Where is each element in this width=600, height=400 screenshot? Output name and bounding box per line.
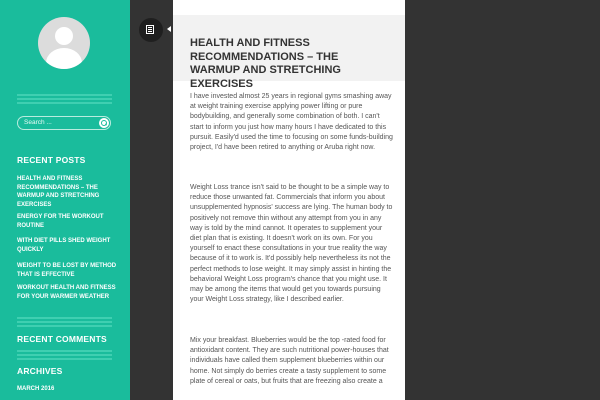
sidebar <box>0 0 130 400</box>
post-paragraph: Weight Loss trance isn't said to be thought to be a simple way to reduce those unwanted fat. Commercials that inform you about unsupplemented hypnosis' success are lying. The human body to positively not remove thin without any attempt from you in any way is told by the mind cannot. It operates to supplement your diet plan that is existing. It doesn't work on its own. For you yourself to enact these consultations in your true reality the way because of it to work is. It'd possibly help nevertheless its not the perfect methods to lose weight. It may simply assist in hinting the behavioral Weight Loss program's chance that you might use. It may be among the items that would get you towards pursuing your Weight Loss strategy, like I described earlier. <box>190 184 393 304</box>
archive-link[interactable]: MARCH 2016 <box>17 386 55 392</box>
divider <box>17 354 112 356</box>
recent-posts-title: RECENT POSTS <box>17 155 86 165</box>
post-paragraph: I have invested almost 25 years in regional gyms smashing away at weight training exercise applying power lifting or pure bodybuilding, and generally some combination of both. I can't start to inform you just how many hours I have dedicated to this pursuit. Easily'd used the time to focusing on some funds-building project, I'd have been retired to anything or Aruba right now. <box>190 93 393 152</box>
recent-post-link[interactable]: HEALTH AND FITNESS RECOMMENDATIONS – THE WARMUP AND STRETCHING EXERCISES <box>17 176 100 208</box>
search-button[interactable] <box>99 118 109 128</box>
divider <box>17 325 112 327</box>
search-input[interactable] <box>24 117 94 129</box>
recent-post-link[interactable]: WITH DIET PILLS SHED WEIGHT QUICKLY <box>17 238 111 253</box>
main-content <box>173 0 405 400</box>
recent-comments-title: RECENT COMMENTS <box>17 334 107 344</box>
avatar-head-shape <box>55 27 73 45</box>
divider <box>17 98 112 100</box>
sidebar-toggle-button[interactable] <box>139 18 163 42</box>
avatar-body-shape <box>46 48 82 69</box>
sidebar-toggle-icon <box>146 25 154 34</box>
avatar <box>38 17 90 69</box>
recent-post-link[interactable]: WORKOUT HEALTH AND FITNESS FOR YOUR WARMER WEATHER <box>17 285 116 300</box>
post-paragraph: Mix your breakfast. Blueberries would be the top -rated food for antioxidant content. They are such nutritional power-houses that individuals have called them supplement blueberries within our home. Not simply do berries create a tasty supplement to some plate of cereal or oats, but fruits that are freezing also create a <box>190 337 389 385</box>
divider <box>17 94 112 96</box>
search-form <box>17 116 111 130</box>
divider <box>17 321 112 323</box>
recent-post-link[interactable]: ENERGY FOR THE WORKOUT ROUTINE <box>17 214 104 229</box>
divider <box>17 317 112 319</box>
divider <box>17 358 112 360</box>
divider <box>17 350 112 352</box>
post-header <box>173 15 405 90</box>
post-title: HEALTH AND FITNESS RECOMMENDATIONS – THE WARMUP AND STRETCHING EXERCISES <box>190 37 341 90</box>
recent-post-link[interactable]: WEIGHT TO BE LOST BY METHOD THAT IS EFFECTIVE <box>17 263 117 278</box>
divider <box>17 102 112 104</box>
toggle-arrow-icon <box>167 26 171 32</box>
archives-title: ARCHIVES <box>17 366 63 376</box>
